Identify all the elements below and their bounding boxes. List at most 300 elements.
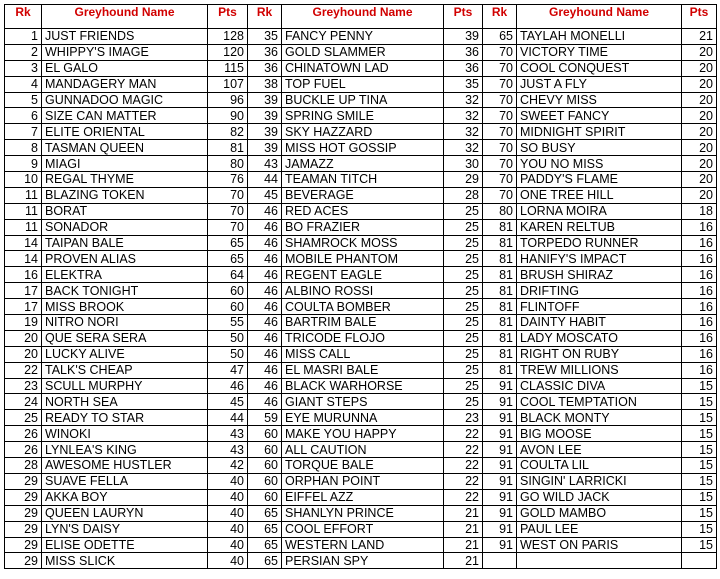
header-row: [5, 5, 717, 29]
points-header: Pts: [444, 5, 483, 29]
rank-cell: 28: [5, 458, 42, 474]
rank-cell: 81: [483, 251, 517, 267]
points-cell: 44: [208, 410, 248, 426]
greyhound-name-cell: HANIFY'S IMPACT: [517, 251, 682, 267]
rank-cell: 14: [5, 251, 42, 267]
greyhound-name-cell: CHINATOWN LAD: [282, 60, 444, 76]
greyhound-name-cell: TOP FUEL: [282, 76, 444, 92]
greyhound-name-cell: DAINTY HABIT: [517, 315, 682, 331]
rank-cell: 81: [483, 219, 517, 235]
greyhound-name-cell: LYN'S DAISY: [42, 521, 208, 537]
rank-cell: 60: [248, 442, 282, 458]
rank-cell: 4: [5, 76, 42, 92]
points-cell: 35: [444, 76, 483, 92]
rank-cell: 46: [248, 315, 282, 331]
points-cell: 16: [682, 346, 717, 362]
rank-cell: 45: [248, 187, 282, 203]
rank-cell: 20: [5, 346, 42, 362]
points-cell: 50: [208, 346, 248, 362]
greyhound-name-cell: GOLD MAMBO: [517, 505, 682, 521]
points-cell: 60: [208, 283, 248, 299]
name-header: Greyhound Name: [42, 5, 208, 29]
points-cell: 120: [208, 44, 248, 60]
greyhound-name-cell: PERSIAN SPY: [282, 553, 444, 569]
points-cell: 15: [682, 505, 717, 521]
rank-cell: 80: [483, 203, 517, 219]
table-row: [5, 140, 717, 156]
points-cell: 40: [208, 489, 248, 505]
greyhound-name-cell: COULTA LIL: [517, 458, 682, 474]
rank-cell: 11: [5, 187, 42, 203]
greyhound-name-cell: TORPEDO RUNNER: [517, 235, 682, 251]
points-cell: [682, 553, 717, 569]
points-cell: 40: [208, 473, 248, 489]
table-row: [5, 108, 717, 124]
rank-cell: 91: [483, 378, 517, 394]
points-cell: 25: [444, 219, 483, 235]
rank-cell: 70: [483, 44, 517, 60]
points-cell: 23: [444, 410, 483, 426]
points-cell: 32: [444, 140, 483, 156]
rank-cell: 81: [483, 235, 517, 251]
points-cell: 25: [444, 346, 483, 362]
rank-cell: 43: [248, 156, 282, 172]
table-row: [5, 283, 717, 299]
table-row: [5, 29, 717, 45]
rank-cell: 17: [5, 299, 42, 315]
greyhound-name-cell: ELITE ORIENTAL: [42, 124, 208, 140]
rank-cell: 70: [483, 76, 517, 92]
rank-cell: 46: [248, 362, 282, 378]
points-cell: 20: [682, 140, 717, 156]
table-row: [5, 187, 717, 203]
greyhound-name-cell: TAYLAH MONELLI: [517, 29, 682, 45]
points-cell: 40: [208, 505, 248, 521]
points-cell: 128: [208, 29, 248, 45]
rank-cell: 38: [248, 76, 282, 92]
greyhound-name-cell: QUEEN LAURYN: [42, 505, 208, 521]
table-row: [5, 537, 717, 553]
rank-cell: 65: [248, 553, 282, 569]
greyhound-name-cell: SINGIN' LARRICKI: [517, 473, 682, 489]
table-row: [5, 458, 717, 474]
points-cell: 40: [208, 537, 248, 553]
rank-cell: 5: [5, 92, 42, 108]
greyhound-name-cell: NITRO NORI: [42, 315, 208, 331]
rank-cell: 46: [248, 251, 282, 267]
rank-cell: 91: [483, 537, 517, 553]
greyhound-name-cell: JUST FRIENDS: [42, 29, 208, 45]
greyhound-name-cell: [517, 553, 682, 569]
greyhound-name-cell: JUST A FLY: [517, 76, 682, 92]
points-cell: 21: [444, 521, 483, 537]
name-header: Greyhound Name: [517, 5, 682, 29]
points-cell: 65: [208, 235, 248, 251]
points-cell: 40: [208, 521, 248, 537]
greyhound-name-cell: TREW MILLIONS: [517, 362, 682, 378]
points-cell: 15: [682, 378, 717, 394]
rank-cell: 24: [5, 394, 42, 410]
points-cell: 39: [444, 29, 483, 45]
points-cell: 47: [208, 362, 248, 378]
rank-cell: 91: [483, 442, 517, 458]
rank-cell: 11: [5, 219, 42, 235]
points-cell: 20: [682, 124, 717, 140]
table-row: [5, 315, 717, 331]
greyhound-name-cell: RED ACES: [282, 203, 444, 219]
points-cell: 16: [682, 219, 717, 235]
points-cell: 25: [444, 315, 483, 331]
greyhound-name-cell: MOBILE PHANTOM: [282, 251, 444, 267]
table-row: [5, 426, 717, 442]
table-row: [5, 378, 717, 394]
points-cell: 15: [682, 394, 717, 410]
rank-cell: 26: [5, 442, 42, 458]
points-cell: 16: [682, 283, 717, 299]
greyhound-name-cell: BLACK WARHORSE: [282, 378, 444, 394]
rank-header: Rk: [248, 5, 282, 29]
rank-cell: 91: [483, 394, 517, 410]
table-row: [5, 92, 717, 108]
rank-cell: 23: [5, 378, 42, 394]
greyhound-name-cell: GUNNADOO MAGIC: [42, 92, 208, 108]
greyhound-name-cell: TEAMAN TITCH: [282, 172, 444, 188]
points-cell: 25: [444, 235, 483, 251]
greyhound-name-cell: ELISE ODETTE: [42, 537, 208, 553]
greyhound-name-cell: PADDY'S FLAME: [517, 172, 682, 188]
points-cell: 21: [682, 29, 717, 45]
table-row: [5, 394, 717, 410]
greyhound-name-cell: BORAT: [42, 203, 208, 219]
points-cell: 115: [208, 60, 248, 76]
table-row: [5, 172, 717, 188]
points-header: Pts: [682, 5, 717, 29]
greyhound-name-cell: SCULL MURPHY: [42, 378, 208, 394]
greyhound-name-cell: DRIFTING: [517, 283, 682, 299]
rank-cell: 46: [248, 219, 282, 235]
greyhound-name-cell: CLASSIC DIVA: [517, 378, 682, 394]
points-cell: 20: [682, 172, 717, 188]
greyhound-name-cell: MISS SLICK: [42, 553, 208, 569]
greyhound-name-cell: SUAVE FELLA: [42, 473, 208, 489]
points-cell: 18: [682, 203, 717, 219]
table-row: [5, 489, 717, 505]
greyhound-name-cell: SPRING SMILE: [282, 108, 444, 124]
rank-cell: 65: [248, 505, 282, 521]
greyhound-name-cell: LORNA MOIRA: [517, 203, 682, 219]
table-body: [5, 29, 717, 569]
rank-cell: 70: [483, 140, 517, 156]
greyhound-name-cell: BUCKLE UP TINA: [282, 92, 444, 108]
rank-cell: 81: [483, 299, 517, 315]
rank-cell: 8: [5, 140, 42, 156]
greyhound-name-cell: SO BUSY: [517, 140, 682, 156]
rank-cell: 39: [248, 140, 282, 156]
points-cell: 55: [208, 315, 248, 331]
rank-cell: 46: [248, 267, 282, 283]
points-cell: 60: [208, 299, 248, 315]
rank-cell: 91: [483, 521, 517, 537]
rank-cell: 2: [5, 44, 42, 60]
greyhound-name-cell: SKY HAZZARD: [282, 124, 444, 140]
points-cell: 22: [444, 442, 483, 458]
greyhound-name-cell: LYNLEA'S KING: [42, 442, 208, 458]
greyhound-name-cell: JAMAZZ: [282, 156, 444, 172]
rank-cell: 91: [483, 505, 517, 521]
name-header: Greyhound Name: [282, 5, 444, 29]
points-cell: 20: [682, 108, 717, 124]
points-cell: 70: [208, 187, 248, 203]
table-row: [5, 410, 717, 426]
rank-cell: 81: [483, 330, 517, 346]
greyhound-name-cell: BO FRAZIER: [282, 219, 444, 235]
rank-cell: 46: [248, 235, 282, 251]
points-cell: 29: [444, 172, 483, 188]
table-row: [5, 203, 717, 219]
greyhound-name-cell: MAKE YOU HAPPY: [282, 426, 444, 442]
rank-cell: 70: [483, 108, 517, 124]
points-cell: 32: [444, 92, 483, 108]
greyhound-name-cell: TASMAN QUEEN: [42, 140, 208, 156]
rank-cell: 7: [5, 124, 42, 140]
greyhound-name-cell: MIDNIGHT SPIRIT: [517, 124, 682, 140]
points-cell: 25: [444, 267, 483, 283]
points-cell: 30: [444, 156, 483, 172]
points-cell: 15: [682, 410, 717, 426]
greyhound-name-cell: ALL CAUTION: [282, 442, 444, 458]
greyhound-name-cell: GO WILD JACK: [517, 489, 682, 505]
rank-cell: 22: [5, 362, 42, 378]
rank-cell: 6: [5, 108, 42, 124]
greyhound-name-cell: TAIPAN BALE: [42, 235, 208, 251]
table-row: [5, 44, 717, 60]
points-cell: 25: [444, 283, 483, 299]
points-cell: 25: [444, 378, 483, 394]
rank-cell: 81: [483, 267, 517, 283]
greyhound-name-cell: COULTA BOMBER: [282, 299, 444, 315]
greyhound-name-cell: NORTH SEA: [42, 394, 208, 410]
greyhound-name-cell: MIAGI: [42, 156, 208, 172]
rank-cell: 36: [248, 44, 282, 60]
table-row: [5, 505, 717, 521]
rank-cell: 19: [5, 315, 42, 331]
greyhound-name-cell: BEVERAGE: [282, 187, 444, 203]
greyhound-name-cell: TALK'S CHEAP: [42, 362, 208, 378]
rank-cell: 9: [5, 156, 42, 172]
rank-cell: 10: [5, 172, 42, 188]
greyhound-name-cell: EL MASRI BALE: [282, 362, 444, 378]
points-cell: 20: [682, 156, 717, 172]
greyhound-name-cell: LADY MOSCATO: [517, 330, 682, 346]
points-cell: 22: [444, 489, 483, 505]
greyhound-name-cell: SHANLYN PRINCE: [282, 505, 444, 521]
points-cell: 90: [208, 108, 248, 124]
greyhound-name-cell: VICTORY TIME: [517, 44, 682, 60]
greyhound-name-cell: READY TO STAR: [42, 410, 208, 426]
greyhound-name-cell: ORPHAN POINT: [282, 473, 444, 489]
points-cell: 43: [208, 442, 248, 458]
rank-cell: 70: [483, 187, 517, 203]
greyhound-name-cell: BLACK MONTY: [517, 410, 682, 426]
rank-cell: 17: [5, 283, 42, 299]
points-cell: 21: [444, 505, 483, 521]
rank-cell: 60: [248, 458, 282, 474]
points-header: Pts: [208, 5, 248, 29]
greyhound-name-cell: BARTRIM BALE: [282, 315, 444, 331]
points-cell: 50: [208, 330, 248, 346]
points-cell: 15: [682, 442, 717, 458]
rank-cell: 14: [5, 235, 42, 251]
greyhound-name-cell: MISS BROOK: [42, 299, 208, 315]
points-cell: 32: [444, 108, 483, 124]
greyhound-name-cell: YOU NO MISS: [517, 156, 682, 172]
points-cell: 16: [682, 362, 717, 378]
rank-cell: 81: [483, 362, 517, 378]
rank-cell: 39: [248, 108, 282, 124]
rank-cell: 29: [5, 521, 42, 537]
rank-cell: 70: [483, 92, 517, 108]
rank-cell: 70: [483, 60, 517, 76]
table-row: [5, 553, 717, 569]
points-cell: 25: [444, 299, 483, 315]
rank-cell: 65: [248, 537, 282, 553]
points-cell: 36: [444, 44, 483, 60]
table-row: [5, 60, 717, 76]
points-cell: 42: [208, 458, 248, 474]
rank-cell: 29: [5, 505, 42, 521]
points-cell: 21: [444, 553, 483, 569]
rank-header: Rk: [5, 5, 42, 29]
greyhound-name-cell: MANDAGERY MAN: [42, 76, 208, 92]
rank-cell: 20: [5, 330, 42, 346]
rank-cell: 46: [248, 203, 282, 219]
points-cell: 25: [444, 394, 483, 410]
points-cell: 25: [444, 362, 483, 378]
points-cell: 70: [208, 203, 248, 219]
rank-cell: 29: [5, 553, 42, 569]
table-row: [5, 442, 717, 458]
greyhound-name-cell: RIGHT ON RUBY: [517, 346, 682, 362]
greyhound-name-cell: MISS HOT GOSSIP: [282, 140, 444, 156]
table-row: [5, 362, 717, 378]
greyhound-name-cell: BRUSH SHIRAZ: [517, 267, 682, 283]
points-cell: 81: [208, 140, 248, 156]
points-cell: 22: [444, 458, 483, 474]
table-row: [5, 521, 717, 537]
table-row: [5, 219, 717, 235]
points-cell: 22: [444, 473, 483, 489]
greyhound-name-cell: ONE TREE HILL: [517, 187, 682, 203]
greyhound-ranking-table: [4, 4, 717, 569]
greyhound-name-cell: SHAMROCK MOSS: [282, 235, 444, 251]
points-cell: 43: [208, 426, 248, 442]
table-row: [5, 267, 717, 283]
rank-cell: 81: [483, 315, 517, 331]
rank-cell: 26: [5, 426, 42, 442]
points-cell: 16: [682, 267, 717, 283]
points-cell: 16: [682, 299, 717, 315]
rank-cell: 16: [5, 267, 42, 283]
points-cell: 40: [208, 553, 248, 569]
rank-cell: 25: [5, 410, 42, 426]
rank-cell: 46: [248, 346, 282, 362]
rank-cell: 46: [248, 330, 282, 346]
rank-header: Rk: [483, 5, 517, 29]
points-cell: 20: [682, 92, 717, 108]
points-cell: 15: [682, 537, 717, 553]
greyhound-name-cell: BIG MOOSE: [517, 426, 682, 442]
points-cell: 107: [208, 76, 248, 92]
greyhound-name-cell: GOLD SLAMMER: [282, 44, 444, 60]
greyhound-name-cell: QUE SERA SERA: [42, 330, 208, 346]
greyhound-name-cell: WHIPPY'S IMAGE: [42, 44, 208, 60]
greyhound-name-cell: WEST ON PARIS: [517, 537, 682, 553]
points-cell: 28: [444, 187, 483, 203]
greyhound-name-cell: KAREN RELTUB: [517, 219, 682, 235]
points-cell: 16: [682, 235, 717, 251]
rank-cell: 91: [483, 458, 517, 474]
greyhound-name-cell: FANCY PENNY: [282, 29, 444, 45]
table-row: [5, 251, 717, 267]
points-cell: 96: [208, 92, 248, 108]
points-cell: 82: [208, 124, 248, 140]
points-cell: 22: [444, 426, 483, 442]
rank-cell: 91: [483, 410, 517, 426]
points-cell: 46: [208, 378, 248, 394]
points-cell: 70: [208, 219, 248, 235]
rank-cell: 70: [483, 156, 517, 172]
table-row: [5, 473, 717, 489]
greyhound-name-cell: SONADOR: [42, 219, 208, 235]
greyhound-name-cell: EIFFEL AZZ: [282, 489, 444, 505]
rank-cell: 46: [248, 394, 282, 410]
greyhound-name-cell: AWESOME HUSTLER: [42, 458, 208, 474]
table-row: [5, 156, 717, 172]
rank-cell: 29: [5, 489, 42, 505]
greyhound-name-cell: TORQUE BALE: [282, 458, 444, 474]
greyhound-name-cell: PROVEN ALIAS: [42, 251, 208, 267]
table-row: [5, 235, 717, 251]
points-cell: 15: [682, 426, 717, 442]
points-cell: 32: [444, 124, 483, 140]
greyhound-name-cell: REGENT EAGLE: [282, 267, 444, 283]
points-cell: 36: [444, 60, 483, 76]
rank-cell: 70: [483, 172, 517, 188]
greyhound-name-cell: PAUL LEE: [517, 521, 682, 537]
greyhound-name-cell: COOL TEMPTATION: [517, 394, 682, 410]
points-cell: 15: [682, 521, 717, 537]
points-cell: 15: [682, 489, 717, 505]
rank-cell: 60: [248, 473, 282, 489]
points-cell: 16: [682, 315, 717, 331]
greyhound-name-cell: AKKA BOY: [42, 489, 208, 505]
points-cell: 25: [444, 203, 483, 219]
points-cell: 15: [682, 458, 717, 474]
points-cell: 20: [682, 187, 717, 203]
rank-cell: 46: [248, 283, 282, 299]
points-cell: 21: [444, 537, 483, 553]
points-cell: 15: [682, 473, 717, 489]
points-cell: 80: [208, 156, 248, 172]
greyhound-name-cell: ELEKTRA: [42, 267, 208, 283]
rank-cell: 81: [483, 346, 517, 362]
rank-cell: 35: [248, 29, 282, 45]
rank-cell: 60: [248, 489, 282, 505]
rank-cell: 3: [5, 60, 42, 76]
rank-cell: 11: [5, 203, 42, 219]
rank-cell: 70: [483, 124, 517, 140]
rank-cell: 59: [248, 410, 282, 426]
